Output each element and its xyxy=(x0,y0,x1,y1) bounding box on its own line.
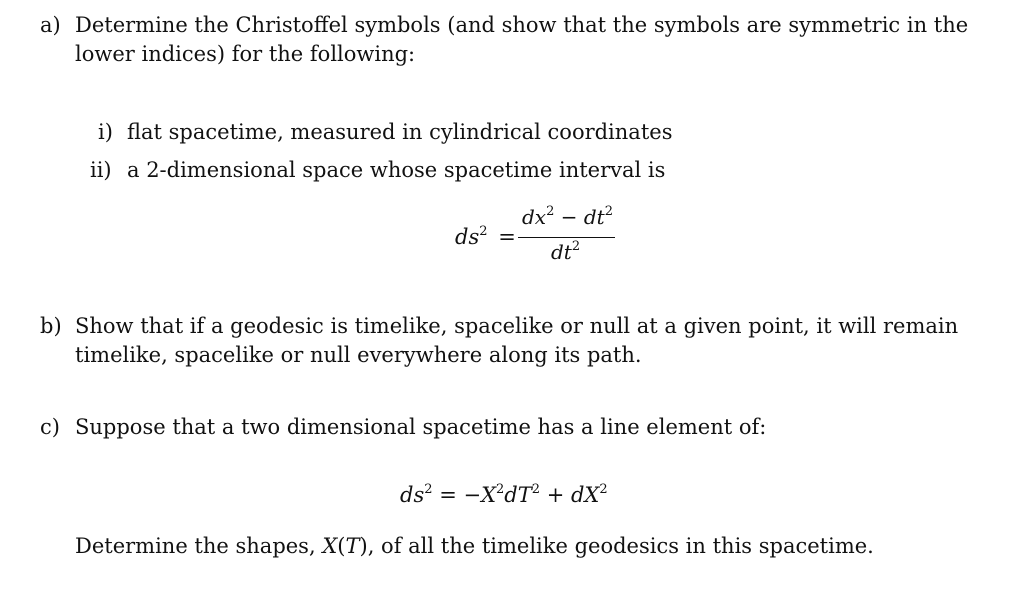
part-b-label: b) xyxy=(40,314,62,338)
part-a-text-line2: lower indices) for the following: xyxy=(75,42,416,66)
part-c-label: c) xyxy=(40,415,60,439)
equation-a-ii-numerator: $dx^2 - dt^2$ xyxy=(522,204,613,229)
part-a-label: a) xyxy=(40,13,61,37)
equation-a-ii-lhs: $ds^2$ = xyxy=(455,224,516,249)
item-i-label: i) xyxy=(98,120,113,144)
equation-c: $ds^2 = -X^2dT^2 + dX^2$ xyxy=(400,482,608,507)
equation-a-ii-fraction-bar xyxy=(518,237,615,238)
part-c-text-line1: Suppose that a two dimensional spacetime has a line element of: xyxy=(75,415,767,439)
item-i-text: flat spacetime, measured in cylindrical coordinates xyxy=(127,120,673,144)
part-c-question: Determine the shapes, X(T), of all the timelike geodesics in this spacetime. xyxy=(75,534,874,558)
part-b-text-line2: timelike, spacelike or null everywhere along its path. xyxy=(75,343,642,367)
item-ii-label: ii) xyxy=(90,158,112,182)
part-a-text-line1: Determine the Christoffel symbols (and show that the symbols are symmetric in the xyxy=(75,13,969,37)
part-b-text-line1: Show that if a geodesic is timelike, spacelike or null at a given point, it will remain xyxy=(75,314,959,338)
equation-a-ii-denominator: $dt^2$ xyxy=(551,239,581,264)
item-ii-text: a 2-dimensional space whose spacetime interval is xyxy=(127,158,666,182)
